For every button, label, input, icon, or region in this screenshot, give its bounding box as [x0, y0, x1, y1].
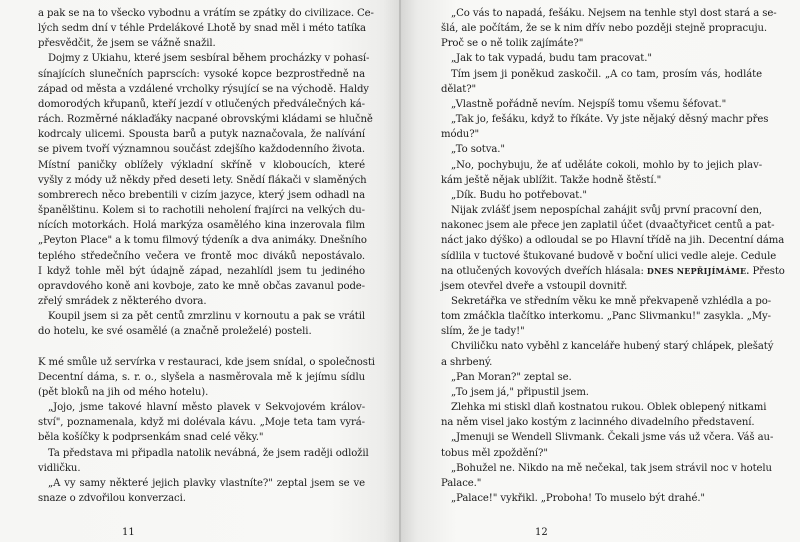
text-line: Nijak zvlášť jsem nepospíchal zahájit svůj první pracovní den, — [451, 205, 762, 217]
text-line: slím, že je tady!" — [441, 326, 525, 338]
text-line: opravdového koně ani kovboje, zato ke mně občas zavanul pode- — [38, 280, 365, 292]
text-line: „No, pochybuju, že ať uděláte cokoli, mohlo by to jejich plav- — [451, 159, 762, 171]
text-line: „To jsem já," připustil jsem. — [451, 386, 589, 398]
text-line: I když tohle měl být údajně západ, nezahlídl jsem tu jediného — [38, 265, 365, 277]
text-line: Ta představa mi připadla natolik nevábná, že jsem raději odložil — [48, 447, 369, 459]
text-line: se pivem tvoří významnou součást zdejšího každodenního života. — [38, 144, 365, 156]
text-line: vyšly z módy už někdy před deseti lety. Snědí flákači v slaměných — [38, 174, 367, 186]
text-line: rách. Rozměrné náklaďáky nacpané obrovskými kládami se hlučně — [38, 114, 373, 126]
text-line: „To sotva." — [451, 144, 505, 156]
text-line: „A vy samy některé jejich plavky vlastníte?" zeptal jsem se ve — [48, 477, 365, 489]
text-line: tobus měl zpoždění?" — [441, 447, 548, 459]
text-line: „Jak to tak vypadá, budu tam pracovat." — [451, 53, 652, 65]
text-line: Decentní dáma, s. r. o., slyšela a nasměrovala mě k jejímu sídlu — [38, 371, 365, 383]
text-line: tom zmáčkla tlačítko interkomu. „Panc Slivmanku!" zasykla. „My- — [441, 311, 771, 323]
text-line: módu?" — [441, 129, 480, 141]
text-run: na otlučených kovových dveřích hlásala: — [441, 265, 647, 277]
text-run: Přesto — [749, 265, 785, 277]
right-page — [401, 0, 800, 542]
text-line: domorodých křupanů, kteří jezdí v otlučených předválečných ká- — [38, 98, 365, 110]
text-line: teplého středečního večera ve frontě moc diváků nepostávalo. — [38, 250, 365, 262]
text-line — [441, 264, 785, 279]
door-sign-text: DNES NEPŘIJÍMÁME. — [646, 265, 750, 276]
text-line: do hotelu, ke své osamělé (a značně proleželé) posteli. — [38, 326, 312, 338]
text-line: běla košíčky k podprsenkám snad celé věky." — [38, 432, 264, 444]
text-line: přesvědčit, že jsem se vážně snažil. — [38, 38, 216, 50]
text-line: „Palace!" vykřikl. „Proboha! To muselo být drahé." — [451, 493, 705, 504]
text-line: a pak se na to všecko vybodnu a vrátím se zpátky do civilizace. Ce- — [38, 8, 374, 19]
text-line: Chviličku nato vyběhl z kanceláře hubený starý chlápek, plešatý — [451, 341, 774, 353]
left-page-number: 11 — [122, 527, 135, 538]
text-line: a shrbený. — [441, 356, 493, 368]
text-line: Dojmy z Ukiahu, které jsem sesbíral během procházky v pohasí- — [48, 53, 370, 65]
text-line: nících motorkách. Holá markýza osamělého kina inzerovala film — [38, 220, 365, 232]
right-page-number: 12 — [535, 527, 548, 538]
text-line: nakonec jsem ale přece jen zaplatil účet (dvaačtyřicet centů a pat- — [441, 220, 775, 232]
text-line: zřelý smrádek z některého dvora. — [38, 295, 207, 307]
text-line: jsem otevřel dveře a vstoupil dovnitř. — [441, 280, 628, 292]
text-line: Tím jsem ji poněkud zaskočil. „A co tam, prosím vás, hodláte — [451, 68, 762, 80]
paragraph-gap — [38, 339, 365, 354]
text-line: Zlehka mi stiskl dlaň kostnatou rukou. Oblek oblepený nitkami — [451, 402, 767, 414]
text-line: Proč se o ně tolik zajímáte?" — [441, 38, 584, 50]
text-line: šlá, ale počítám, že se k nim dřív nebo později stejně propracuju. — [441, 23, 768, 35]
text-line: Palace." — [441, 477, 482, 489]
text-line: sínajících slunečních paprscích: vysoké kopce bezprostředně na — [38, 68, 365, 80]
text-line: „Vlastně pořádně nevím. Nejspíš tomu všemu šéfovat." — [451, 98, 727, 110]
left-page — [0, 0, 399, 542]
text-line: kám ještě nějak ublížit. Takže hodně štěstí." — [441, 174, 662, 186]
text-line: ství", poznamenala, když mi dolévala kávu. „Moje teta tam vyrá- — [38, 417, 365, 429]
text-line: Koupil jsem si za pět centů zmrzlinu v kornoutu a pak se vrátil — [48, 311, 365, 323]
text-line: kodrcaly ulicemi. Spousta barů a putyk naznačovala, že nalívání — [38, 129, 365, 141]
text-line: „Jmenuji se Wendell Slivmank. Čekali jsme vás už včera. Váš au- — [451, 432, 774, 444]
right-page-text — [441, 6, 785, 506]
text-line: (pět bloků na jih od mého hotelu). — [38, 386, 209, 398]
text-line: dělat?" — [441, 83, 477, 95]
text-line: „Dík. Budu ho potřebovat." — [451, 189, 587, 201]
text-line: „Jojo, jsme takové hlavní město plavek v Sekvojovém králov- — [48, 402, 365, 414]
text-line: Sekretářka ve středním věku ke mně překvapeně vzhlédla a po- — [451, 295, 772, 307]
text-line: „Peyton Place" a k tomu filmový týdeník a dva animáky. Dnešního — [38, 235, 367, 247]
text-line: „Co vás to napadá, fešáku. Nejsem na tenhle styl dost stará a se- — [451, 8, 777, 19]
text-line: sombrerech něco brebentili v cizím jazyce, který jsem odhadl na — [38, 189, 365, 201]
text-line: „Bohužel ne. Nikdo na mě nečekal, tak jsem strávil noc v hotelu — [451, 462, 772, 474]
text-line: „Tak jo, fešáku, když to říkáte. Vy jste nějaký děsný machr přes — [451, 114, 769, 126]
text-line: náct jako dýško) a odloudal se po Hlavní třídě na jih. Decentní dáma — [441, 235, 785, 247]
text-line: „Pan Moran?" zeptal se. — [451, 371, 572, 383]
left-page-text — [38, 6, 375, 506]
text-line: španělštinu. Kolem si to rachotili neholení frajírci na velkých du- — [38, 205, 365, 217]
text-line: vidličku. — [38, 462, 81, 474]
text-line: sídlila v tuctové štukované budově v boční ulici vedle aleje. Cedule — [441, 250, 777, 262]
text-line: lých sedm dní v téhle Prdelákové Lhotě by snad měl i méto tatíka — [38, 23, 366, 35]
text-line: Místní paničky oblížely výkladní skříně v kloboucích, které — [38, 159, 365, 171]
text-line: západ od města a vzdálené vrcholky rýsující se na východě. Haldy — [38, 83, 369, 95]
text-line: na něm visel jako kostým z lacinného divadelního představení. — [441, 417, 755, 429]
text-line: snaze o zdvořilou konverzaci. — [38, 492, 186, 504]
text-line: K mé smůle už servírka v restauraci, kde jsem snídal, o společnosti — [38, 356, 375, 368]
